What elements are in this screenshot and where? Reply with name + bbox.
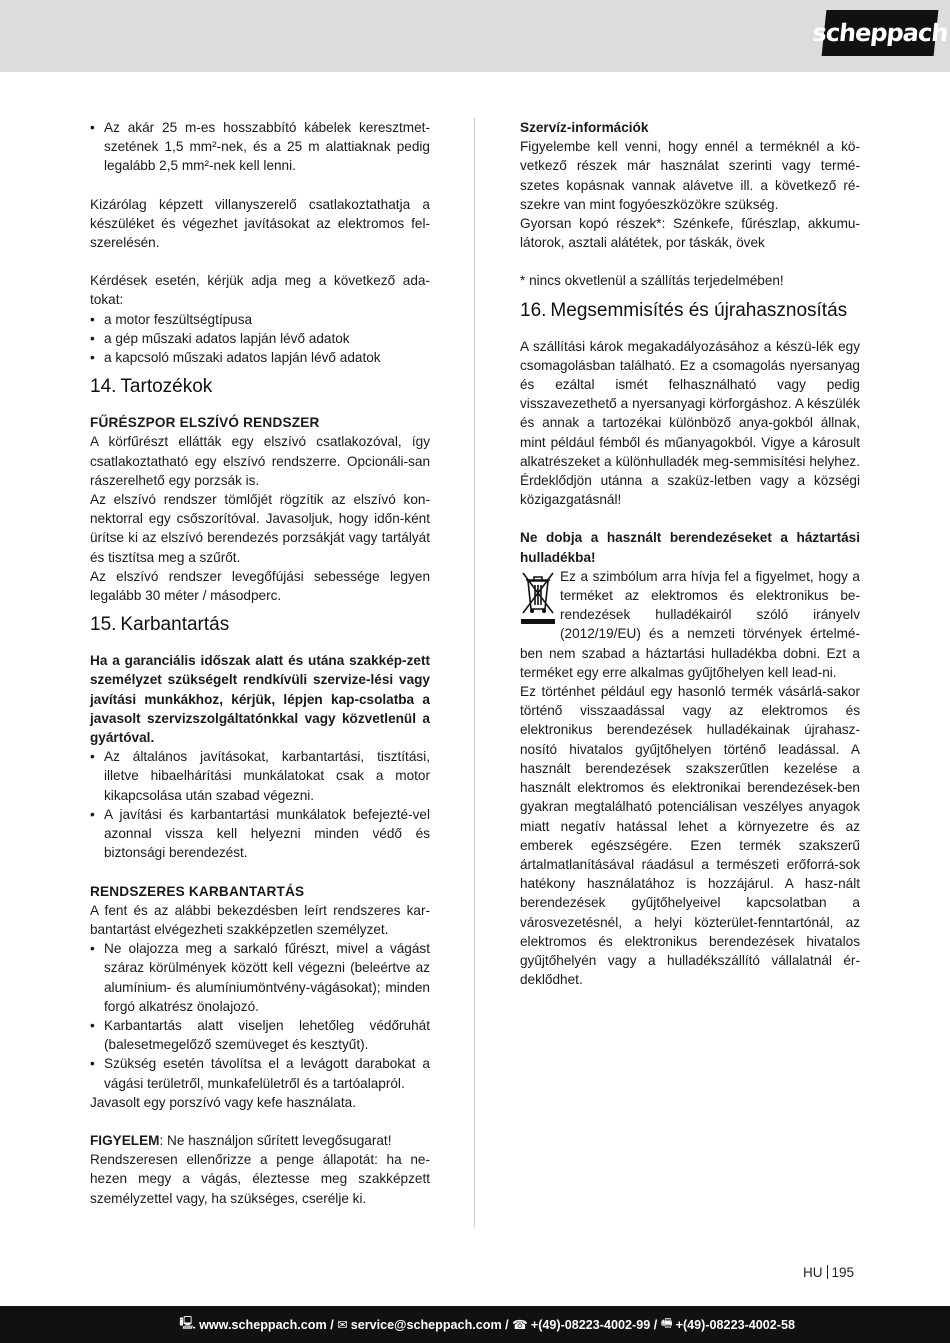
list-item: • a gép műszaki adatos lapján lévő adatok [90, 329, 430, 348]
paragraph: Az elszívó rendszer tömlőjét rögzítik az elszívó kon-nektorral egy csőszorítóval. Javasoljuk, hogy időn-ként ürítse ki az elszívó berendezés porzsákját vagy tartályát és tisztítsa meg a szűrőt. [90, 492, 430, 565]
header-bar [0, 0, 950, 72]
paragraph: Ez történhet például egy hasonló termék vásárlá-sakor történő visszaadással vagy az elektromos és elektronikus berendezések hulladékainak újrahasz-nosító hivatalos gyűjtőhelyen történő leadással. A használt berendezések szakszerűtlen kezelése a használt elektromos és elektronikai berendezések-ben gyakran megtalálható potenciálisan veszélyes anyagok miatt negatív hatással lehet a környezetre és az emberek egészségére. Ezen termék szakszerű ártalmatlanításával ráadásul a természeti erőforrá-sok hatékony használatához is hozzájárul. A hasz-nált berendezések gyűjtőhelyeivel kapcsolatban a városvezetésnél, a helyi közterület-fenntartónál, az elektromos és elektronikus berendezések hivatalos gyűjtőhelyén vagy a hulladékszállító vállalatnál ér-deklődhet. [520, 684, 860, 988]
paragraph: A fent és az alábbi bekezdésben leírt rendszeres kar-bantartást elvégezheti szakképzetlen személyzet. [90, 902, 430, 937]
paragraph: Kérdések esetén, kérjük adja meg a következő ada-tokat: [90, 273, 430, 308]
mail-icon: ✉ [337, 1318, 348, 1332]
warranty-paragraph: Ha a garanciális időszak alatt és utána szakkép-zett személyzet szükségelt rendkívüli szervize-lési vagy javítási munkákhoz, kérjük, lépjen kap-csolatba a javasolt szervizszolgáltatónkkal vagy közvetlenül a gyártóval. [90, 653, 430, 746]
subheading: Szervíz-információk [520, 120, 649, 135]
regular-maintenance-list [90, 939, 430, 1093]
list-item: • Karbantartás alatt viseljen lehetőleg védőruhát (balesetmegelőző szemüveget és kesztyűt). [90, 1016, 430, 1054]
list-item: • Ne olajozza meg a sarkaló fűrészt, mivel a vágást száraz körülmények között kell végezni (beleértve az alumínium- és alumíniumöntvény-vágásokat); minden forgó alkatrész önolajozó. [90, 939, 430, 1016]
language-code: HU [803, 1265, 823, 1280]
paragraph: Ez a szimbólum arra hívja fel a figyelmet, hogy a terméket az elektromos és elektronikus be-rendezések hulladékairól szóló irányelv (2012/19/EU) és a nemzeti törvények értelmé-ben nem szabad a háztartási hulladékba dobni. Ezt a terméket egy erre alkalmas gyűjtőhelyen kell lead-ni. [520, 568, 860, 680]
footnote: * nincs okvetlenül a szállítás terjedelmében! [520, 273, 784, 289]
list-item: • Szükség esetén távolítsa el a levágott darabokat a vágási területről, munkafelületről és a tartóalapról. [90, 1054, 430, 1092]
paragraph: Az elszívó rendszer levegőfújási sebessége legyen legalább 30 méter / másodperc. [90, 568, 430, 604]
list-item: • Az általános javításokat, karbantartási, tisztítási, illetve hibaelhárítási munkálatokat csak a motor kikapcsolása után szabad végezni. [90, 747, 430, 805]
column-divider [474, 118, 475, 1228]
list-item: • a motor feszültségtípusa [90, 310, 430, 329]
list-item: • a kapcsoló műszaki adatos lapján lévő adatok [90, 348, 430, 367]
page-number [803, 1265, 854, 1280]
paragraph: Rendszeresen ellenőrizze a penge állapotát: ha ne-hezen megy a vágás, éleztesse meg szakképzett személyzettel vagy, ha szükséges, cserélje ki. [90, 1152, 430, 1206]
footer-fax: +(49)-08223-4002-58 [675, 1317, 795, 1332]
paragraph: A szállítási károk megakadályozásához a készü-lék egy csomagolásban található. Ez a csomagolás nyersanyag és ezáltal ismét felhasználható vagy pedig visszavezethető a nyersanyagi körforgáshoz. A készülék és annak a tartozékai különböző anya-gokból állnak, mint például fémből és műanyagokból. Vigye a károsult alkatrészeket a különhulladék meg-semmisítési helyhez. Érdeklődjön utánna a szaküz-letben vagy a községi közigazgatásnál! [520, 338, 860, 508]
maintenance-list [90, 747, 430, 862]
weee-heading: Ne dobja a használt berendezéseket a háztartási hulladékba! [520, 530, 860, 565]
fax-icon: 🖷 [660, 1316, 673, 1330]
page-index: 195 [831, 1265, 855, 1280]
paragraph: Javasolt egy porszívó vagy kefe használata. [90, 1094, 356, 1110]
list-item: • Az akár 25 m-es hosszabbító kábelek keresztmet-szetének 1,5 mm²-nek, és a 25 m alattiaknak pedig legalább 2,5 mm²-nek kell lenni. [90, 118, 430, 176]
right-column [520, 118, 860, 989]
weee-block [520, 567, 860, 682]
left-column [90, 118, 430, 1208]
footer-bar [0, 1306, 950, 1343]
paragraph: Figyelembe kell venni, hogy ennél a terméknél a kö-vetkező részek már használat szerinti vagy termé-szetes kopásnak vannak alávetve ill. a következő ré-szekre van mint fogyóeszközökre szükség. [520, 139, 860, 212]
crossed-bin-icon [520, 569, 556, 627]
paragraph: Kizárólag képzett villanyszerelő csatlakoztathatja a készüléket és végezhet javításokat az elektromos fel-szerelésén. [90, 196, 430, 251]
computer-icon: 🖳 [179, 1316, 197, 1330]
subheading: FŰRÉSZPOR ELSZÍVÓ RENDSZER [90, 415, 320, 431]
data-list [90, 310, 430, 368]
paragraph: Gyorsan kopó részek*: Szénkefe, fűrészlap, akkumu-látorok, asztali alátétek, por táskák, övek [520, 216, 860, 251]
brand-logo: scheppach [822, 10, 939, 56]
footer-email[interactable]: service@scheppach.com / [350, 1317, 509, 1332]
list-item: • A javítási és karbantartási munkálatok befejezté-vel azonnal vissza kell helyezni minden védő és biztonsági berendezést. [90, 805, 430, 863]
footer-phone: +(49)-08223-4002-99 / [530, 1317, 658, 1332]
section-heading-16: 16. Megsemmisítés és újrahasznosítás [520, 299, 848, 321]
subheading: RENDSZERES KARBANTARTÁS [90, 883, 305, 899]
phone-icon: ☎ [512, 1318, 528, 1332]
warning-paragraph: FIGYELEM: Ne használjon sűrített levegősugarat! [90, 1132, 392, 1148]
paragraph: A körfűrészt ellátták egy elszívó csatlakozóval, így csatlakoztatható egy elszívó rendszerre. Opcionáli-san rászerelhető egy porzsák is. [90, 434, 430, 488]
footer-website[interactable]: www.scheppach.com / [199, 1317, 334, 1332]
section-heading-15: 15. Karbantartás [90, 614, 230, 636]
cable-list [90, 118, 430, 176]
section-heading-14: 14. Tartozékok [90, 376, 213, 398]
